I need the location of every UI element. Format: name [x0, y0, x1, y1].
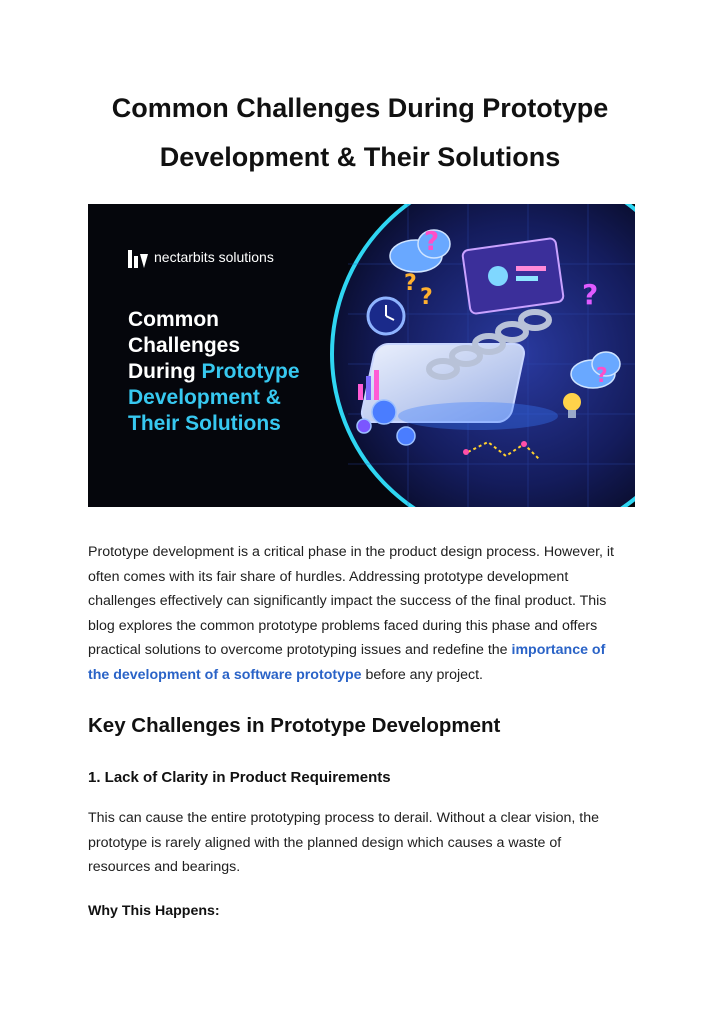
brand-name: nectarbits solutions [154, 249, 274, 265]
why-heading: Why This Happens: [88, 903, 220, 919]
hero-heading-line-3b: Prototype [201, 360, 300, 383]
hero-heading-line-1: Common [128, 308, 219, 331]
subsection-heading: 1. Lack of Clarity in Product Requirements [88, 769, 391, 786]
svg-text:?: ? [424, 227, 440, 257]
importance-link[interactable]: importance of [511, 642, 606, 659]
importance-link-continued[interactable]: the development of a software prototype [88, 666, 362, 683]
alarm-clock-icon [368, 298, 404, 334]
title-line-1: Common Challenges During Prototype [111, 93, 609, 123]
intro-line-text: before any project. [361, 666, 483, 683]
hero-heading-line-5: Their Solutions [128, 412, 281, 435]
hero-banner-image [88, 204, 635, 507]
svg-text:?: ? [404, 271, 417, 296]
intro-line-text: practical solutions to overcome prototyping issues and redefine the [88, 642, 512, 659]
intro-line [88, 663, 636, 688]
intro-line: Prototype development is a critical phase in the product design process. However, it [88, 544, 615, 560]
page-title [0, 84, 720, 182]
body-line: prototype is rarely aligned with the planned design which causes a waste of [88, 834, 562, 851]
hero-heading-line-3a: During [128, 360, 202, 383]
hero-heading-line-2: Challenges [128, 334, 241, 357]
intro-paragraph [88, 540, 636, 688]
section-heading: Key Challenges in Prototype Development [88, 714, 501, 737]
dashboard-panel-icon [462, 238, 564, 314]
body-line: This can cause the entire prototyping process to derail. Without a clear vision, the [88, 810, 600, 826]
intro-line: often comes with its fair share of hurdles. Addressing prototype development [88, 568, 569, 585]
svg-text:?: ? [596, 363, 608, 387]
intro-line [88, 638, 636, 663]
hero-heading-line-3 [128, 360, 300, 383]
svg-text:?: ? [582, 278, 599, 311]
svg-text:?: ? [420, 285, 433, 310]
title-line-2: Development & Their Solutions [159, 142, 561, 172]
intro-line: challenges effectively can significantly impact the success of the final product. This [88, 593, 607, 610]
subsection-body [88, 806, 636, 880]
body-line: resources and bearings. [88, 859, 241, 876]
intro-line: blog explores the common prototype problems faced during this phase and offers [88, 617, 598, 634]
hero-heading-line-4: Development & [128, 386, 281, 409]
hero-illustration [88, 204, 635, 507]
